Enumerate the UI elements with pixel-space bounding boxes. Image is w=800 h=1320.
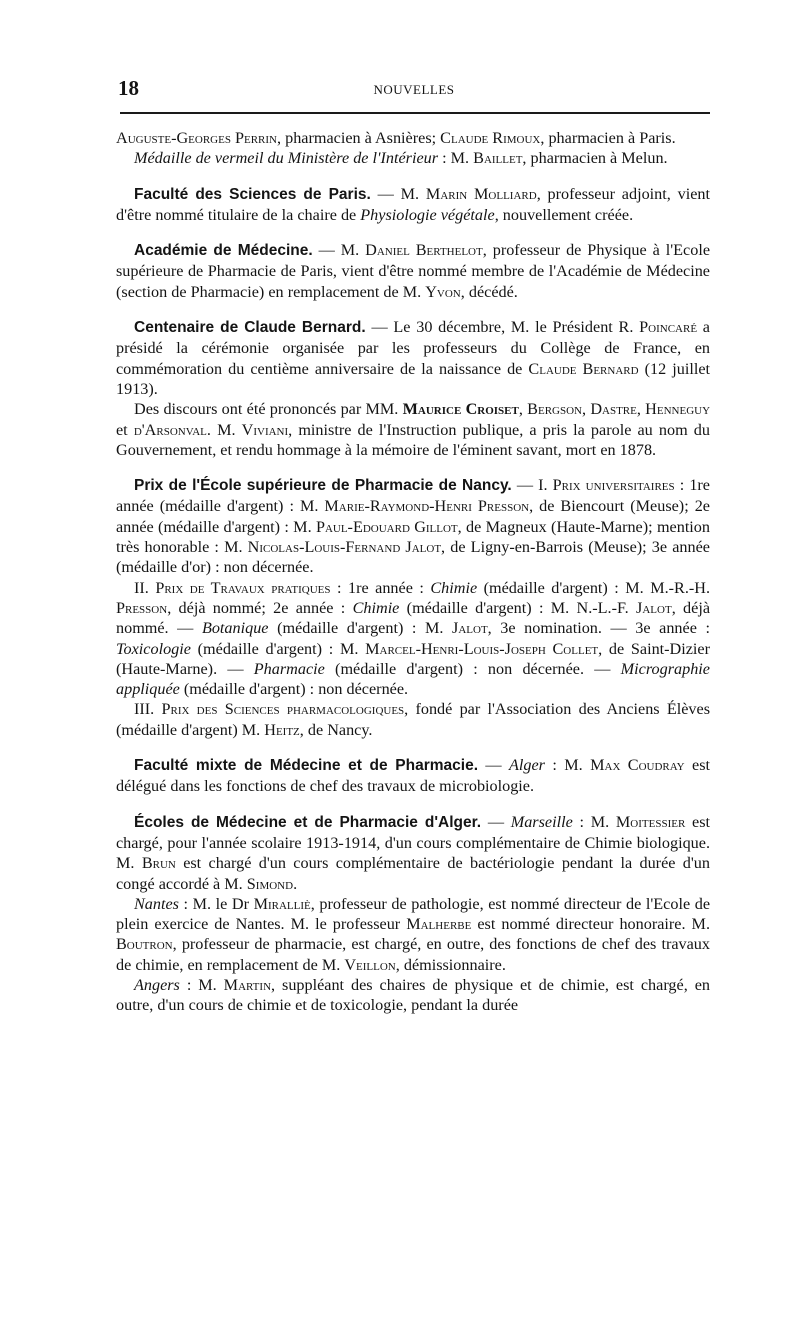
paragraph-prix-sciences-pharmacologiques: III. Prix des Sciences pharmacologiques, fondé par l'Association des Anciens Élèves (médaille d'argent) M. Heitz, de Nancy. (116, 700, 711, 739)
running-title: NOUVELLES (373, 82, 455, 97)
paragraph-2: Médaille de vermeil du Ministère de l'Intérieur : M. Baillet, pharmacien à Melun. (134, 149, 668, 168)
header-rule (120, 112, 710, 114)
section-ecoles-alger: Écoles de Médecine et de Pharmacie d'Alger. — Marseille : M. Moitessier est chargé, pour l'année scolaire 1913-1914, d'un cours complémentaire de Chimie biologique. M. Brun est chargé d'un cours complémentaire de bactériologie pendant la durée d'un congé accordé à M. Simond. (116, 812, 711, 893)
section-prix-nancy: Prix de l'École supérieure de Pharmacie de Nancy. — I. Prix universitaires : 1re année (médaille d'argent) : M. Marie-Raymond-Henri Presson, de Biencourt (Meuse); 2e année (médaille d'argent) : M. Paul-Edouard Gillot, de Magneux (Haute-Marne); mention très honorable : M. Nicolas-Louis-Fernand Jalot, de Ligny-en-Barrois (Meuse); 3e année (médaille d'or) : non décernée. (116, 476, 710, 577)
paragraph-1: Auguste-Georges Perrin, pharmacien à Asnières; Claude Rimoux, pharmacien à Paris. (116, 129, 676, 147)
paragraph-prix-travaux-pratiques: II. Prix de Travaux pratiques : 1re année : Chimie (médaille d'argent) : M. M.-R.-H. Presson, déjà nommé; 2e année : Chimie (médaille d'argent) : M. N.-L.-F. Jalot, déjà nommé. — Botanique (médaille d'argent) : M. Jalot, 3e nomination. — 3e année : Toxicologie (médaille d'argent) : M. Marcel-Henri-Louis-Joseph Collet, de Saint-Dizier (Haute-Marne). — Pharmacie (médaille d'argent) : non décernée. — Micrographie appliquée (médaille d'argent) : non décernée. (116, 578, 711, 699)
section-heading: Académie de Médecine. (134, 242, 313, 260)
section-academie-medecine: Académie de Médecine. — M. Daniel Berthelot, professeur de Physique à l'Ecole supérieure de Pharmacie de Paris, vient d'être nommé membre de l'Académie de Médecine (section de Pharmacie) en remplacement de M. Yvon, décédé. (116, 241, 711, 301)
document-body (116, 128, 710, 1016)
section-heading: Prix de l'École supérieure de Pharmacie de Nancy. (134, 477, 512, 495)
section-faculte-sciences: Faculté des Sciences de Paris. — M. Marin Molliard, professeur adjoint, vient d'être nommé titulaire de la chaire de Physiologie végétale, nouvellement créée. (116, 184, 710, 224)
section-heading: Centenaire de Claude Bernard. (134, 319, 366, 337)
section-heading: Faculté mixte de Médecine et de Pharmacie. (134, 757, 479, 775)
section-heading: Faculté des Sciences de Paris. (134, 185, 371, 203)
section-centenaire-claude-bernard: Centenaire de Claude Bernard. — Le 30 décembre, M. le Président R. Poincaré a présidé la cérémonie organisée par les professeurs du Collège de France, en commémoration du centième anniversaire de la naissance de Claude Bernard (12 juillet 1913). (116, 318, 710, 398)
page-number: 18 (118, 76, 139, 100)
section-faculte-mixte: Faculté mixte de Médecine et de Pharmacie. — Alger : M. Max Coudray est délégué dans les fonctions de chef des travaux de microbiologie. (116, 756, 711, 796)
paragraph-discours: Des discours ont été prononcés par MM. Maurice Croiset, Bergson, Dastre, Henneguy et d'Arsonval. M. Viviani, ministre de l'Instruction publique, a pris la parole au nom du Gouvernement, et rendu hommage à la mémoire de l'éminent savant, mort en 1878. (116, 400, 711, 459)
page-header (118, 76, 710, 102)
paragraph-angers: Angers : M. Martin, suppléant des chaires de physique et de chimie, est chargé, en outre, d'un cours de chimie et de toxicologie, pendant la durée (116, 975, 710, 1015)
section-heading: Écoles de Médecine et de Pharmacie d'Alger. (134, 813, 482, 831)
paragraph-nantes: Nantes : M. le Dr Miralliè, professeur de pathologie, est nommé directeur de l'Ecole de plein exercice de Nantes. M. le professeur Malherbe est nommé directeur honoraire. M. Boutron, professeur de pharmacie, est chargé, en outre, des fonctions de chef des travaux de chimie, en remplacement de M. Veillon, démissionnaire. (116, 894, 711, 974)
